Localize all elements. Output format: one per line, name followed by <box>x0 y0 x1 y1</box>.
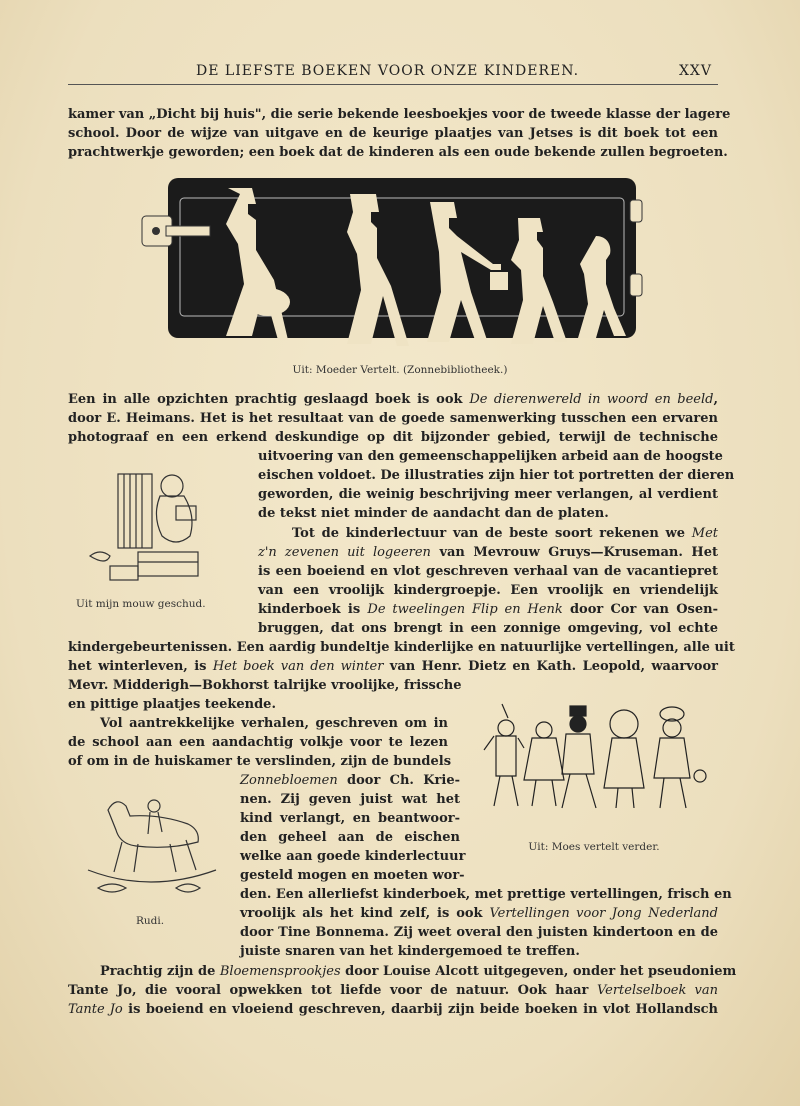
text-run: door E. Heimans. Het is het resultaat van de goede samenwerking tusschen een ervaren <box>68 411 718 426</box>
text-run: kinderboek is <box>258 602 368 617</box>
text-run: Mevr. Midderigh—Bokhorst talrijke vroolijke, frissche <box>68 678 462 693</box>
caption-girl: Uit mijn mouw geschud. <box>76 598 206 610</box>
text-run: photograaf en een erkend deskundige op dit bijzonder gebied, terwijl de technische <box>68 430 718 445</box>
text-line <box>68 733 448 752</box>
page-number: XXV <box>678 63 712 79</box>
text-run: eischen voldoet. De illustraties zijn hier tot portretten der dieren <box>258 468 735 483</box>
text-run: prachtwerkje geworden; een boek dat de kinderen als een oude bekende zullen begroeten. <box>68 145 728 160</box>
header-title: DE LIEFSTE BOEKEN VOOR ONZE KINDEREN. <box>196 63 580 79</box>
text-line <box>258 485 718 504</box>
running-header <box>68 58 718 85</box>
text-run: Tante Jo, die vooral opwekken tot liefde voor de natuur. Ook haar <box>68 983 597 998</box>
text-run: door Cor van Osen- <box>562 602 718 617</box>
text-line <box>100 962 737 981</box>
text-run: kindergebeurtenissen. Een aardig bundeltje kinderlijke en natuurlijke vertellingen, alle uit <box>68 640 735 655</box>
text-run: is boeiend en vloeiend geschreven, daarbij zijn beide boeken in vlot Hollandsch <box>122 1002 719 1017</box>
text-line <box>258 543 718 562</box>
text-run: nen. Zij geven juist wat het <box>240 792 460 807</box>
text-line <box>240 809 460 828</box>
text-run: den geheel aan de eischen <box>240 830 460 845</box>
caption-horse: Rudi. <box>135 915 165 927</box>
book-title: Zonnebloemen <box>240 773 338 788</box>
text-line <box>240 885 732 904</box>
text-line <box>68 390 718 409</box>
text-line <box>292 524 718 543</box>
text-line <box>68 695 276 714</box>
text-line <box>258 562 718 581</box>
text-line <box>258 447 723 466</box>
text-run: van een vroolijk kindergroepje. Een vroolijk en vriendelijk <box>258 583 718 598</box>
children-parade-illustration <box>474 702 714 820</box>
text-line <box>240 847 466 866</box>
text-run: en pittige plaatjes teekende. <box>68 697 276 712</box>
text-run: geworden, die weinig beschrijving meer verlangen, al verdient <box>258 487 718 502</box>
text-run: kind verlangt, en beantwoor- <box>240 811 460 826</box>
text-run: Een in alle opzichten prachtig geslaagd boek is ook <box>68 392 470 407</box>
text-line <box>68 124 718 143</box>
text-line <box>240 942 580 961</box>
text-line <box>68 752 452 771</box>
book-title: De dierenwereld in woord en beeld <box>469 392 714 407</box>
text-line <box>68 981 718 1000</box>
text-run: welke aan goede kinderlectuur <box>240 849 466 864</box>
text-line <box>240 923 718 942</box>
text-line <box>68 638 735 657</box>
text-run: school. Door de wijze van uitgave en de keurige plaatjes van Jetses is dit boek tot een <box>68 126 718 141</box>
text-line <box>258 600 718 619</box>
text-run: de tekst niet minder de aandacht dan de platen. <box>258 506 609 521</box>
text-run: kamer van „Dicht bij huis", die serie bekende leesboekjes voor de tweede klasse der lagere <box>68 107 731 122</box>
text-line <box>68 1000 718 1019</box>
book-title: Tante Jo <box>68 1002 123 1017</box>
book-title: Vertelselboek van <box>596 983 718 998</box>
text-run: Vol aantrekkelijke verhalen, geschreven om in <box>100 716 448 731</box>
text-run: van Henr. Dietz en Kath. Leopold, waarvoor <box>383 659 718 674</box>
book-title: Vertellingen voor Jong Nederland <box>489 906 718 921</box>
text-line <box>258 466 735 485</box>
silhouette-cooks-illustration <box>138 176 658 362</box>
caption-silhouette: Uit: Moeder Vertelt. (Zonnebibliotheek.) <box>292 364 508 376</box>
text-run: uitvoering van den gemeenschappelijken arbeid aan de hoogste <box>258 449 723 464</box>
text-run: door Louise Alcott uitgegeven, onder het pseudoniem <box>340 964 737 979</box>
text-line <box>240 771 460 790</box>
text-run: is een boeiend en vlot geschreven verhaal van de vacantiepret <box>258 564 718 579</box>
text-line <box>240 866 465 885</box>
text-run: bruggen, dat ons brengt in een zonnige omgeving, vol echte <box>258 621 718 636</box>
text-run: van Mevrouw Gruys—Kruseman. Het <box>430 545 718 560</box>
text-run: den. Een allerliefst kinderboek, met prettige vertellingen, frisch en <box>240 887 732 902</box>
text-run: de school aan een aandachtig volkje voor te lezen <box>68 735 448 750</box>
book-title: Het boek van den winter <box>212 659 384 674</box>
text-run: door Tine Bonnema. Zij weet overal den juisten kindertoon en de <box>240 925 718 940</box>
text-line <box>258 504 638 523</box>
book-title: Bloemensprookjes <box>219 964 341 979</box>
text-line <box>258 619 718 638</box>
text-line <box>100 714 448 733</box>
caption-children: Uit: Moes vertelt verder. <box>528 841 660 853</box>
text-run: Prachtig zijn de <box>100 964 220 979</box>
book-title: Met <box>691 526 718 541</box>
text-line <box>240 904 718 923</box>
text-run: of om in de huiskamer te verslinden, zijn de bundels <box>68 754 452 769</box>
book-title: De tweelingen Flip en Henk <box>367 602 563 617</box>
rocking-horse-illustration <box>80 790 220 900</box>
text-line <box>68 428 718 447</box>
text-line <box>68 676 462 695</box>
text-run: door Ch. Krie- <box>337 773 460 788</box>
text-run: het winterleven, is <box>68 659 213 674</box>
text-line <box>68 409 718 428</box>
text-line <box>68 105 731 124</box>
text-line <box>258 581 718 600</box>
text-line <box>240 790 460 809</box>
text-line <box>240 828 460 847</box>
text-run: , <box>713 392 718 407</box>
text-run: gesteld mogen en moeten wor- <box>240 868 465 883</box>
text-run: Tot de kinderlectuur van de beste soort rekenen we <box>292 526 692 541</box>
text-run: vroolijk als het kind zelf, is ook <box>240 906 490 921</box>
book-title: z'n zevenen uit logeeren <box>258 545 431 560</box>
text-line <box>68 143 728 162</box>
girl-reading-illustration <box>80 466 240 590</box>
text-run: juiste snaren van het kindergemoed te treffen. <box>240 944 580 959</box>
text-line <box>68 657 718 676</box>
